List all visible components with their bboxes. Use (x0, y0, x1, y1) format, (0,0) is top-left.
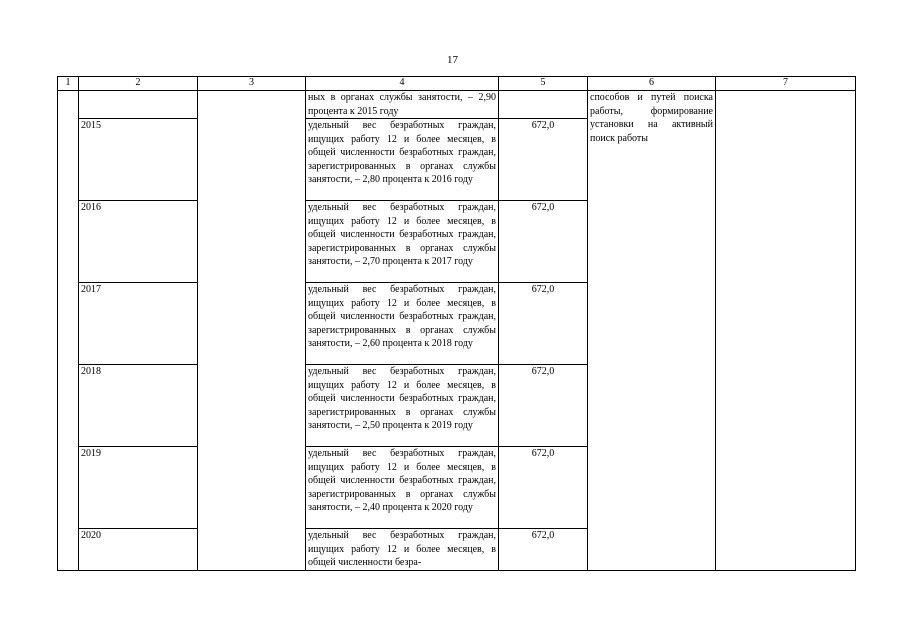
col3-cell (198, 91, 306, 571)
year-cell: 2019 (79, 447, 198, 529)
indicator-cell: удельный вес безработных граждан, ищущих работу 12 и более месяцев, в общей численности безработных граждан, зарегистрированных в органах службы занятости, – 2,40 процента к 2020 году (306, 447, 499, 529)
indicator-cell: удельный вес безработных граждан, ищущих работу 12 и более месяцев, в общей численности безработных граждан, зарегистрированных в органах службы занятости, – 2,60 процента к 2018 году (306, 283, 499, 365)
amount-cell (499, 91, 588, 119)
col1-cell (58, 91, 79, 571)
amount-cell: 672,0 (499, 447, 588, 529)
header-cell: 2 (79, 77, 198, 91)
header-cell: 1 (58, 77, 79, 91)
amount-cell: 672,0 (499, 365, 588, 447)
header-cell: 6 (588, 77, 716, 91)
amount-cell: 672,0 (499, 283, 588, 365)
amount-cell: 672,0 (499, 201, 588, 283)
indicator-cell: ных в органах службы занятости, – 2,90 процента к 2015 году (306, 91, 499, 119)
header-cell: 5 (499, 77, 588, 91)
year-cell (79, 91, 198, 119)
amount-cell: 672,0 (499, 119, 588, 201)
year-cell: 2020 (79, 529, 198, 571)
header-cell: 4 (306, 77, 499, 91)
year-cell: 2015 (79, 119, 198, 201)
year-cell: 2016 (79, 201, 198, 283)
table-header-row (58, 77, 856, 91)
data-table (57, 76, 856, 571)
year-cell: 2017 (79, 283, 198, 365)
table-row (58, 91, 856, 119)
indicator-cell: удельный вес безработных граждан, ищущих работу 12 и более месяцев, в общей численности безработных граждан, зарегистрированных в органах службы занятости, – 2,70 процента к 2017 году (306, 201, 499, 283)
amount-cell: 672,0 (499, 529, 588, 571)
indicator-cell: удельный вес безработных граждан, ищущих работу 12 и более месяцев, в общей численности безработных граждан, зарегистрированных в органах службы занятости, – 2,80 процента к 2016 году (306, 119, 499, 201)
measure-description-cell: способов и путей поиска работы, формирование установки на активный поиск работы (588, 91, 716, 571)
header-cell: 7 (716, 77, 856, 91)
header-cell: 3 (198, 77, 306, 91)
page-number: 17 (447, 54, 458, 66)
year-cell: 2018 (79, 365, 198, 447)
indicator-cell: удельный вес безработных граждан, ищущих работу 12 и более месяцев, в общей численности безра- (306, 529, 499, 571)
indicator-cell: удельный вес безработных граждан, ищущих работу 12 и более месяцев, в общей численности безработных граждан, зарегистрированных в органах службы занятости, – 2,50 процента к 2019 году (306, 365, 499, 447)
col7-cell (716, 91, 856, 571)
